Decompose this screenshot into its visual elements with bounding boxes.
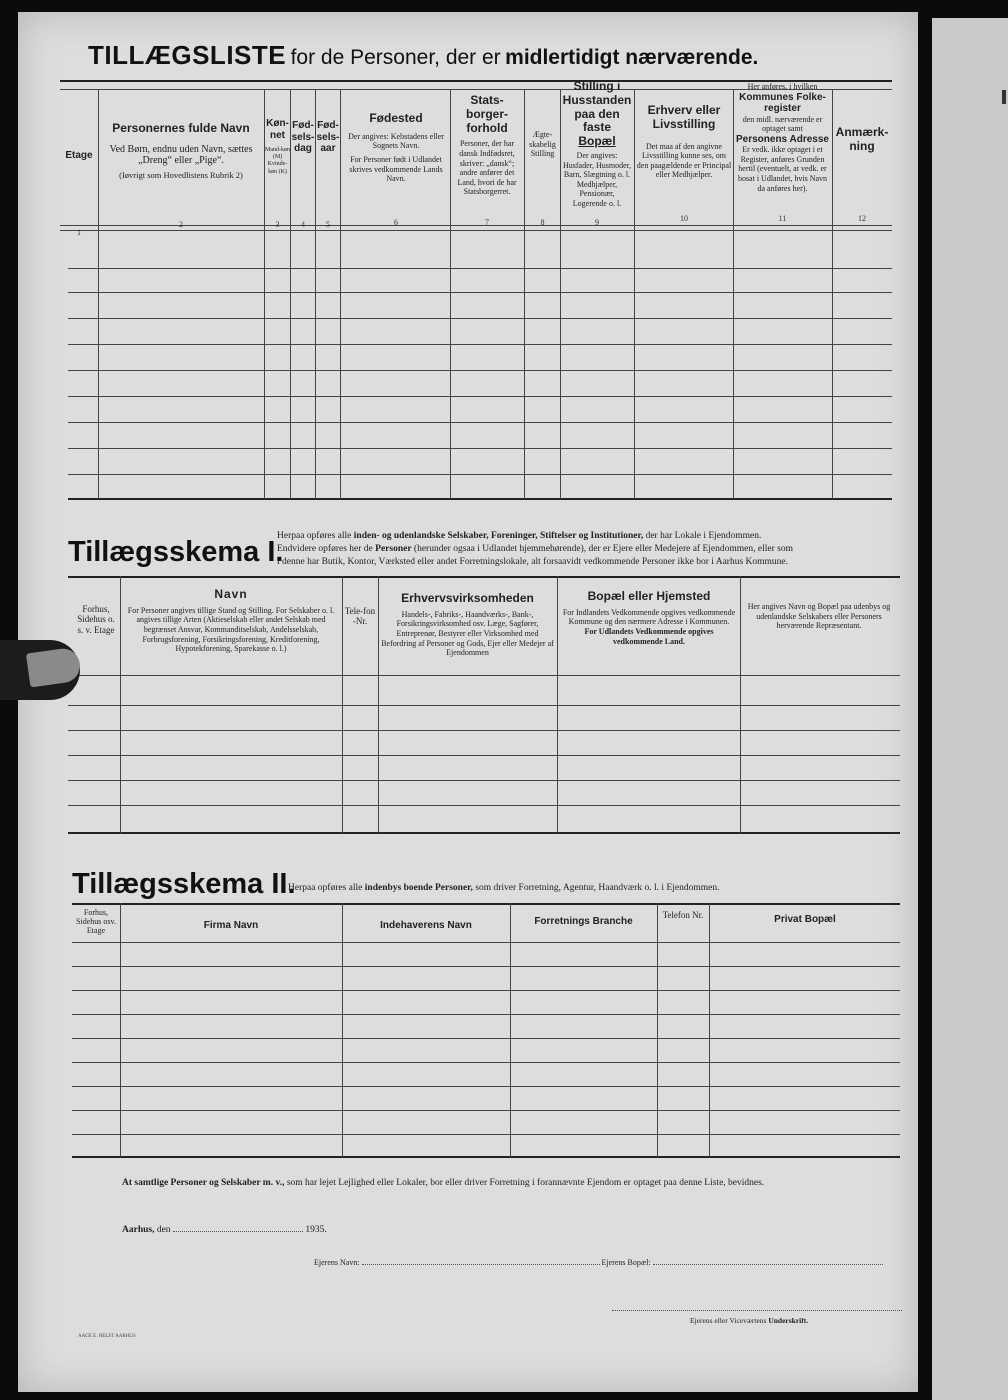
col-foedested-label: Fødested [369, 111, 423, 125]
skema2-col-telefon: Telefon Nr. [662, 910, 704, 920]
skema1-intro [277, 530, 897, 568]
col-husstand-header [562, 80, 632, 209]
title-big: TILLÆGSLISTE [88, 40, 287, 70]
col-num-7: 7 [485, 218, 489, 227]
signature-line [690, 1316, 808, 1325]
skema1-intro-a: Herpaa opføres alle [277, 531, 352, 541]
den-label: den [156, 1225, 171, 1235]
ejer-bopael-label: Ejerens Bopæl: [601, 1258, 651, 1267]
col-num-8: 8 [540, 218, 545, 227]
col-num-9: 9 [595, 218, 599, 227]
skema2-col-indehaver: Indehaverens Navn [380, 920, 472, 931]
declaration-b: som har lejet Lejlighed eller Lokaler, bor eller driver Forretning i forannævnte Ejendom er optaget paa denne Liste, bevidnes. [286, 1178, 765, 1188]
col-husstand-sub: Der angives: Husfader, Husmoder, Barn, Slægtning o. l. Medhjælper, Pensionær, Logerende o. l. [562, 150, 631, 208]
col-statsborger-label: Stats-borger-forhold [466, 93, 508, 135]
skema1-col-telefon: Tele-fon-Nr. [344, 606, 376, 627]
col-adresse-pre: Her anføres, i hvilken [747, 82, 818, 91]
col-koen-sub: Mand-køn (M) Kvinde-køn (K) [265, 147, 290, 175]
col-aegteskab-label: Ægte-skabelig Stilling [529, 130, 556, 159]
skema1-col-navn-sub: For Personer angives tillige Stand og Stilling. For Selskaber o. l. angives tillige Arten (Aktieselskab eller andet Selskab med begrænset Ansvar, Kommanditselskab, Andelsselskab, Forbrugsforening, Forsikringsforening, Kreditforening, Hypotekforening, Sparekasse o. l.) [127, 605, 335, 654]
skema2-intro-c: som driver Forretning, Agentur, Haandværk o. l. i Ejendommen. [475, 883, 720, 893]
col-num-6: 6 [394, 218, 398, 227]
next-page-edge [932, 18, 1008, 1400]
col-navn-sub: Ved Børn, endnu uden Navn, sættes „Dreng“ eller „Pige“. [109, 143, 253, 167]
skema1-col-repraesentant: Her angives Navn og Bopæl paa udenbys og udenlandske Selskabers eller Personers herværende Repræsentant. [747, 602, 891, 631]
skema2-col-etage: Forhus, Sidehus osv. Etage [76, 908, 116, 936]
skema1-col-navn: Navn [214, 587, 248, 601]
place-date-line [122, 1225, 482, 1235]
skema1-col-etage: Forhus, Sidehus o. s. v. Etage [77, 604, 115, 635]
skema1-intro-line2-a: Endvidere opføres her de [277, 543, 373, 554]
year-label: 1935. [305, 1225, 327, 1235]
skema2-intro [288, 882, 888, 895]
col-foedested-header [344, 112, 448, 184]
col-num-10: 10 [680, 214, 688, 223]
col-foedselsdag-label: Fød-sels-dag [291, 120, 315, 154]
col-num-5: 5 [326, 220, 330, 229]
skema2-intro-b: indenbys boende Personer, [364, 883, 473, 893]
col-etage-header [60, 150, 98, 162]
skema1-col-bopael-sub2: For Udlandets Vedkommende opgives vedkommende Land. [584, 626, 714, 646]
col-navn-sub2: (Iøvrigt som Hovedlistens Rubrik 2) [119, 169, 243, 180]
skema1-col-erhverv: Erhvervsvirksomheden [401, 591, 534, 605]
place-label: Aarhus, [122, 1225, 155, 1235]
col-statsborger-header [452, 94, 522, 197]
col-num-1: 1 [77, 228, 81, 237]
printer-mark: AAGE E. HELST AARHUS [78, 1334, 136, 1339]
col-num-2: 2 [179, 220, 183, 229]
skema2-col-privat-bopael: Privat Bopæl [774, 914, 836, 925]
col-etage-label: Etage [65, 150, 93, 161]
skema1-col-erhverv-header [380, 592, 555, 658]
skema1-intro-b: inden- og udenlandske Selskaber, Foreninger, Stiftelser og Institutioner, [353, 531, 644, 541]
skema2-title: Tillægsskema II. [72, 868, 296, 900]
col-koen-header [265, 118, 290, 176]
col-adresse-pre-bold: Kommunes Folke-register [739, 91, 826, 115]
col-erhverv-sub: Det maa af den angivne Livsstilling kunne ses, om den paagældende er Principal eller Medhjælper. [636, 141, 732, 180]
col-adresse-header [734, 82, 831, 193]
col-koen-label: Køn-net [266, 118, 289, 141]
col-erhverv-label: Erhverv eller Livsstilling [647, 103, 721, 131]
col-navn-header [100, 122, 262, 181]
col-adresse-pre2: den midl. nærværende er optaget samt [742, 114, 823, 134]
col-husstand-label: Stilling i Husstanden paa den faste [562, 79, 632, 135]
skema1-intro-line2-b: Personer [375, 543, 412, 554]
col-anmaerkning-label: Anmærk-ning [835, 125, 889, 153]
col-num-4: 4 [301, 220, 305, 229]
col-num-12: 12 [858, 214, 866, 223]
skema2-col-firma: Firma Navn [203, 920, 259, 931]
signature-bold: Underskrift. [768, 1316, 809, 1325]
skema1-title: Tillægsskema I. [68, 536, 284, 568]
ejer-navn-label: Ejerens Navn: [314, 1258, 360, 1267]
title-mid: for de Personer, der er [290, 46, 501, 69]
declaration-a: At samtlige Personer og Selskaber m. v., [122, 1178, 285, 1188]
col-adresse-sub: Er vedk. ikke optaget i et Register, anføres Grunden hertil (eventuelt, at vedk. er bosat i Udlandet, hvis Navn da anføres her). [737, 145, 828, 193]
col-erhverv-header [636, 104, 732, 180]
skema1-col-bopael: Bopæl eller Hjemsted [587, 589, 711, 603]
col-navn-label: Personernes fulde Navn [112, 121, 250, 135]
skema1-col-bopael-sub1: For Indlandets Vedkommende opgives vedkommende Kommune og den nærmere Adresse i Kommunen. [562, 607, 736, 627]
skema1-col-bopael-header [560, 590, 738, 646]
col-num-3: 3 [275, 220, 280, 229]
col-foedselsaar-header [316, 120, 340, 155]
skema2-intro-a: Herpaa opføres alle [288, 883, 363, 893]
col-foedselsdag-header [291, 120, 315, 155]
col-statsborger-sub: Personer, der har dansk Indfødsret, skriver: „dansk“; andre anfører det Land, hvori de har Statsborgerret. [457, 139, 517, 197]
skema1-col-erhverv-sub: Handels-, Fabriks-, Haandværks-, Bank-, Forsikringsvirksomhed osv. Læge, Sagfører, Entreprenør, Bestyrer eller Virksomhed med Befordring af Personer og Gods, Ejer eller Medejer af Ejendommen [381, 609, 554, 658]
col-anmaerkning-header [833, 126, 891, 154]
col-foedested-sub: Der angives: Kebstadens eller Sognets Navn. [348, 131, 444, 151]
col-foedselsaar-label: Fød-sels-aar [316, 120, 340, 154]
skema1-intro-line3: i denne har Butik, Kontor, Værksted eller andet Forretningslokale, alt forsaavidt vedkommende Personer ikke bor i Aarhus Kommune. [277, 556, 789, 567]
col-foedested-sub2: For Personer født i Udlandet skrives vedkommende Lands Navn. [349, 154, 443, 184]
col-aegteskab-header [525, 130, 560, 159]
owner-line [314, 1258, 894, 1267]
skema1-intro-line2-c: (herunder ogsaa i Udlandet hjemmehørende), der er Ejere eller Medejere af Ejendommen, eller som [413, 543, 793, 554]
col-num-11: 11 [778, 214, 787, 223]
main-title [88, 40, 758, 71]
col-adresse-label: Personens Adresse [735, 133, 829, 145]
skema2-col-branche: Forretnings Branche [534, 916, 633, 927]
skema1-intro-c: der har Lokale i Ejendommen. [645, 531, 762, 541]
signature-label: Ejerens eller Viceværtens [690, 1316, 767, 1325]
title-bold: midlertidigt nærværende. [505, 46, 759, 69]
declaration [122, 1178, 902, 1188]
skema1-col-navn-header [124, 588, 338, 654]
col-husstand-label2: Bopæl [578, 134, 616, 149]
